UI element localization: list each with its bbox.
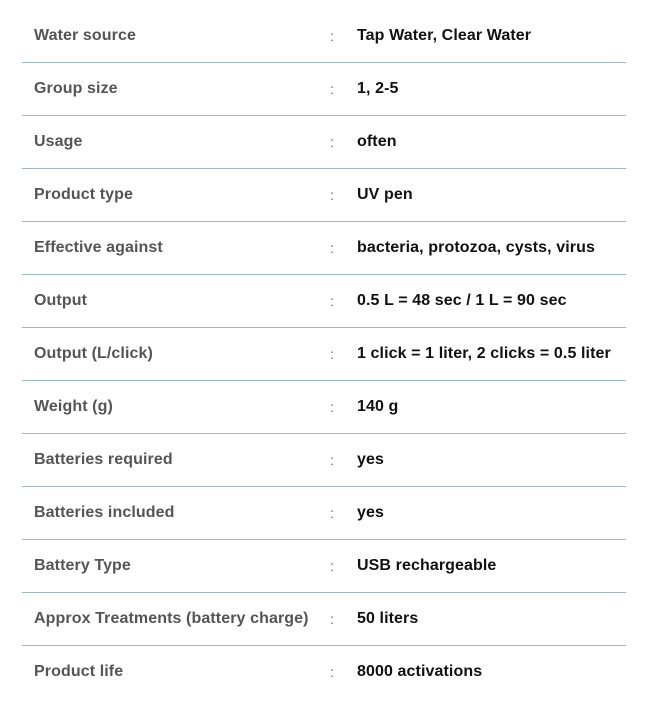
spec-label: Output — [34, 292, 88, 309]
spec-row-batteries-included — [22, 487, 626, 540]
product-specifications-table — [22, 10, 626, 698]
spec-value: 0.5 L = 48 sec / 1 L = 90 sec — [357, 292, 567, 309]
spec-separator: : — [330, 240, 334, 256]
spec-separator: : — [330, 134, 334, 150]
spec-label: Weight (g) — [34, 398, 113, 415]
spec-value: yes — [357, 451, 384, 468]
spec-separator: : — [330, 611, 334, 627]
spec-row-effective-against — [22, 222, 626, 275]
spec-label: Output (L/click) — [34, 345, 153, 362]
spec-separator: : — [330, 187, 334, 203]
spec-label: Approx Treatments (battery charge) — [34, 610, 309, 627]
spec-row-product-life — [22, 646, 626, 698]
spec-row-batteries-required — [22, 434, 626, 487]
spec-separator: : — [330, 28, 334, 44]
spec-separator: : — [330, 558, 334, 574]
spec-separator: : — [330, 81, 334, 97]
spec-row-usage — [22, 116, 626, 169]
spec-label: Water source — [34, 27, 136, 44]
spec-label: Effective against — [34, 239, 163, 256]
spec-row-approx-treatments — [22, 593, 626, 646]
spec-value: 50 liters — [357, 610, 419, 627]
spec-label: Group size — [34, 80, 118, 97]
spec-separator: : — [330, 452, 334, 468]
spec-label: Product type — [34, 186, 133, 203]
spec-row-group-size — [22, 63, 626, 116]
spec-row-weight — [22, 381, 626, 434]
spec-value: 140 g — [357, 398, 399, 415]
spec-value: USB rechargeable — [357, 557, 497, 574]
spec-row-battery-type — [22, 540, 626, 593]
spec-value: yes — [357, 504, 384, 521]
spec-row-output-per-click — [22, 328, 626, 381]
spec-label: Usage — [34, 133, 83, 150]
spec-value: UV pen — [357, 186, 413, 203]
spec-separator: : — [330, 664, 334, 680]
spec-label: Batteries included — [34, 504, 175, 521]
spec-label: Batteries required — [34, 451, 173, 468]
spec-value: 8000 activations — [357, 663, 483, 680]
spec-value: Tap Water, Clear Water — [357, 27, 532, 44]
spec-value: bacteria, protozoa, cysts, virus — [357, 239, 595, 256]
spec-row-product-type — [22, 169, 626, 222]
spec-label: Product life — [34, 663, 124, 680]
spec-label: Battery Type — [34, 557, 131, 574]
spec-separator: : — [330, 399, 334, 415]
spec-row-output — [22, 275, 626, 328]
spec-value: 1, 2-5 — [357, 80, 399, 97]
spec-separator: : — [330, 346, 334, 362]
spec-row-water-source — [22, 10, 626, 63]
spec-separator: : — [330, 293, 334, 309]
spec-value: 1 click = 1 liter, 2 clicks = 0.5 liter — [357, 345, 611, 362]
spec-value: often — [357, 133, 397, 150]
spec-separator: : — [330, 505, 334, 521]
